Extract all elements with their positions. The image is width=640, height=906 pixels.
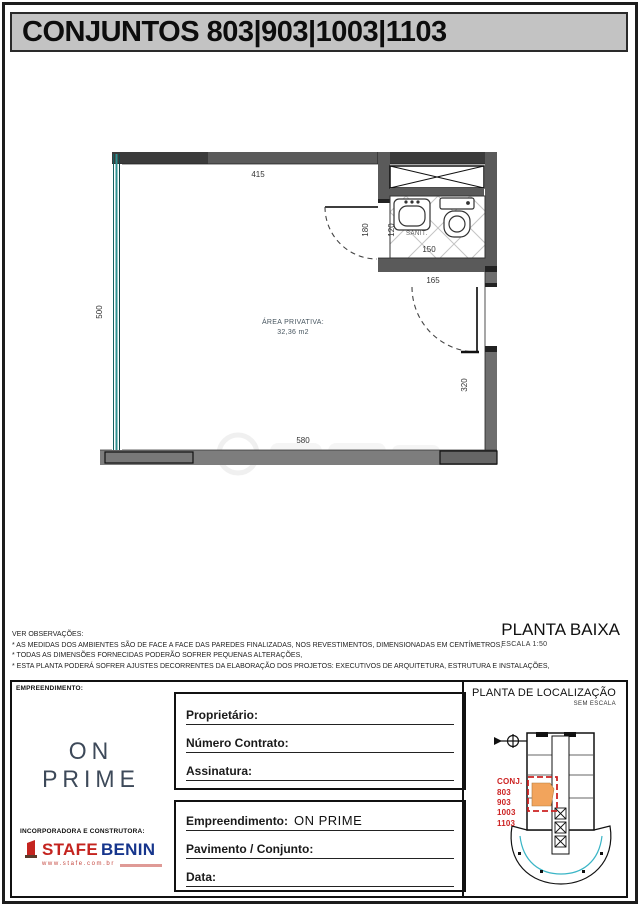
- benin-wordmark: BENIN: [100, 840, 156, 859]
- dim-top: 415: [251, 170, 265, 179]
- note-item: * AS MEDIDAS DOS AMBIENTES SÃO DE FACE A FACE DAS PAREDES FINALIZADAS, NOS REVESTIMENTOS, DIMENSIONADAS EM CENTÍMETROS,: [12, 641, 503, 649]
- dim-entry: 165: [426, 276, 440, 285]
- project-form: [174, 800, 466, 892]
- project-field-label: Empreendimento:: [186, 814, 289, 828]
- dim-left: 500: [95, 305, 104, 319]
- location-plan-title: PLANTA DE LOCALIZAÇÃO: [472, 687, 616, 699]
- owner-field: [186, 698, 454, 725]
- contract-field: [186, 726, 454, 753]
- dim-bottom: 580: [296, 436, 310, 445]
- dim-hall: 180: [361, 223, 370, 237]
- contract-field-label: Número Contrato:: [186, 736, 289, 750]
- date-field: [186, 860, 454, 887]
- stafe-benin-logo: [24, 840, 164, 867]
- unit-labels: [497, 777, 522, 828]
- title-block: [10, 680, 628, 898]
- note-item: * ESTA PLANTA PODERÁ SOFRER AJUSTES DECORRENTES DA ELABORAÇÃO DOS PROJETOS: EXECUTIVOS DE ARQUITETURA, ESTRUTURA E INSTALAÇÕES,: [12, 662, 550, 670]
- benin-tagline: [120, 864, 162, 867]
- drawing-scale: ESCALA 1:50: [501, 641, 548, 648]
- key-plan-drawing: [466, 708, 622, 892]
- area-label: [262, 317, 324, 336]
- dim-bath-width: 150: [422, 245, 436, 254]
- elevator-shafts: [555, 808, 566, 847]
- signature-field-label: Assinatura:: [186, 764, 253, 778]
- drawing-title-text: PLANTA BAIXA: [501, 620, 620, 639]
- toilet-icon: [440, 198, 474, 237]
- project-field-value: ON PRIME: [294, 813, 363, 828]
- duct-shaft: [390, 166, 484, 196]
- unit-label: CONJ.: [497, 777, 523, 786]
- floor-unit-field: [186, 832, 454, 859]
- stafe-wordmark: STAFE: [42, 840, 98, 859]
- project-field: [186, 804, 454, 831]
- owner-field-label: Proprietário:: [186, 708, 259, 722]
- highlighted-unit: [532, 783, 554, 806]
- bathroom-door: [325, 207, 378, 259]
- unit-label: 803: [497, 788, 511, 797]
- glass-facade: [112, 154, 122, 450]
- floor-plan-drawing: [88, 140, 508, 500]
- sheet-title: CONJUNTOS 803|903|1003|1103: [22, 15, 447, 48]
- stafe-url: www.stafe.com.br: [42, 861, 115, 867]
- developer-label: EMPREENDIMENTO:: [16, 685, 84, 692]
- stafe-logo-icon: [24, 840, 39, 860]
- builder-label: INCORPORADORA E CONSTRUTORA:: [20, 828, 145, 835]
- notes-heading: VER OBSERVAÇÕES:: [12, 631, 84, 638]
- area-title: ÁREA PRIVATIVA:: [261, 319, 325, 326]
- signature-field: [186, 754, 454, 781]
- onprime-logo: ON PRIME: [42, 736, 140, 793]
- area-value: 32,36 m2: [277, 329, 309, 336]
- sheet-title-bar: [10, 12, 628, 52]
- owner-form: [174, 692, 466, 790]
- bathroom-label: SANIT.: [406, 231, 428, 237]
- unit-label: 1003: [497, 808, 516, 817]
- drawing-title: [501, 620, 620, 648]
- dim-bath-depth: 120: [387, 223, 396, 237]
- entry-door: [412, 287, 479, 352]
- date-field-label: Data:: [186, 870, 217, 884]
- note-item: * TODAS AS DIMENSÕES FORNECIDAS PODERÃO SOFRER PEQUENAS ALTERAÇÕES,: [12, 652, 303, 659]
- sink-icon: [394, 199, 430, 230]
- location-plan-panel: [462, 682, 624, 896]
- location-plan-scale: SEM ESCALA: [573, 701, 616, 707]
- north-arrow-icon: [494, 734, 530, 748]
- unit-label: 903: [497, 798, 511, 807]
- dim-right: 320: [460, 378, 469, 392]
- unit-label: 1103: [497, 819, 516, 828]
- floor-unit-field-label: Pavimento / Conjunto:: [186, 842, 314, 856]
